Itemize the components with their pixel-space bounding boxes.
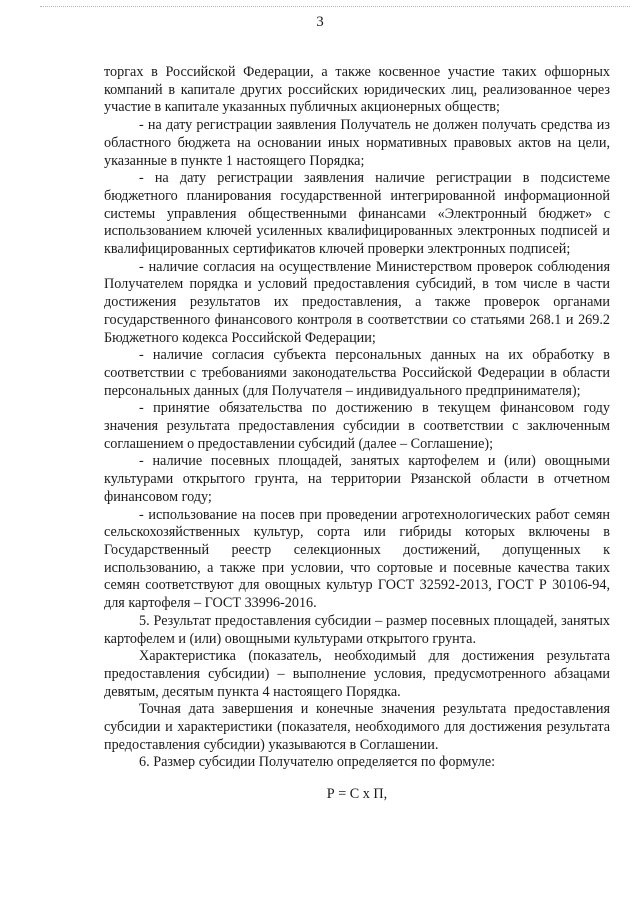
document-body [104, 64, 610, 804]
paragraph-condition-obligation: - принятие обязательства по достижению в текущем финансовом году значения результата предоставления субсидии в соответствии с заключенным соглашением о предоставлении субсидий (далее – Соглашение); [104, 400, 610, 452]
paragraph-condition-personal-data: - наличие согласия субъекта персональных данных на их обработку в соответствии с требованиями законодательства Российской Федерации в области персональных данных (для Получателя – индивидуального предпринимателя); [104, 347, 610, 399]
paragraph-condition-consent-checks: - наличие согласия на осуществление Министерством проверок соблюдения Получателем порядка и условий предоставления субсидий, в том числе в части достижения результатов их предоставления, а также проверок органами государственного финансового контроля в соответствии со статьями 268.1 и 269.2 Бюджетного кодекса Российской Федерации; [104, 258, 610, 346]
paragraph-condition-seeds: - использование на посев при проведении агротехнологических работ семян сельскохозяйственных культур, сорта или гибриды которых включены в Государственный реестр селекционных достижений, допущенных к использованию, а также при условии, что сортовые и посевные качества таких семян соответствуют для овощных культур ГОСТ 32592-2013, ГОСТ Р 30106-94, для картофеля – ГОСТ 33996-2016. [104, 506, 610, 612]
paragraph-condition-budget: - на дату регистрации заявления Получатель не должен получать средства из областного бюджета на основании иных нормативных правовых актов на цели, указанные в пункте 1 настоящего Порядка; [104, 117, 610, 169]
paragraph-continuation: торгах в Российской Федерации, а также косвенное участие таких офшорных компаний в капитале других российских юридических лиц, реализованное через участие в капитале указанных публичных акционерных обществ; [104, 64, 610, 116]
formula: Р = С х П, [326, 786, 388, 803]
paragraph-condition-crop-areas: - наличие посевных площадей, занятых картофелем и (или) овощными культурами открытого грунта, на территории Рязанской области в отчетном финансовом году; [104, 453, 610, 505]
paragraph-condition-registration: - на дату регистрации заявления наличие регистрации в подсистеме бюджетного планирования государственной интегрированной информационной системы управления общественными финансами «Электронный бюджет» с использованием ключей усиленных квалифицированных электронных подписей и квалифицированных сертификатов ключей проверки электронных подписей; [104, 170, 610, 258]
paragraph-item-5-result: 5. Результат предоставления субсидии – размер посевных площадей, занятых картофелем и (или) овощными культурами открытого грунта. [104, 612, 610, 647]
paragraph-item-6-size: 6. Размер субсидии Получателю определяется по формуле: [139, 754, 496, 771]
paragraph-exact-date: Точная дата завершения и конечные значения результата предоставления субсидии и характеристики (показателя, необходимого для достижения результата предоставления субсидии) указываются в Соглашении. [104, 701, 610, 753]
page-number: 3 [316, 14, 324, 30]
paragraph-characteristic: Характеристика (показатель, необходимый для достижения результата предоставления субсидии) – выполнение условия, предусмотренного абзацами девятым, десятым пункта 4 настоящего Порядка. [104, 648, 610, 700]
